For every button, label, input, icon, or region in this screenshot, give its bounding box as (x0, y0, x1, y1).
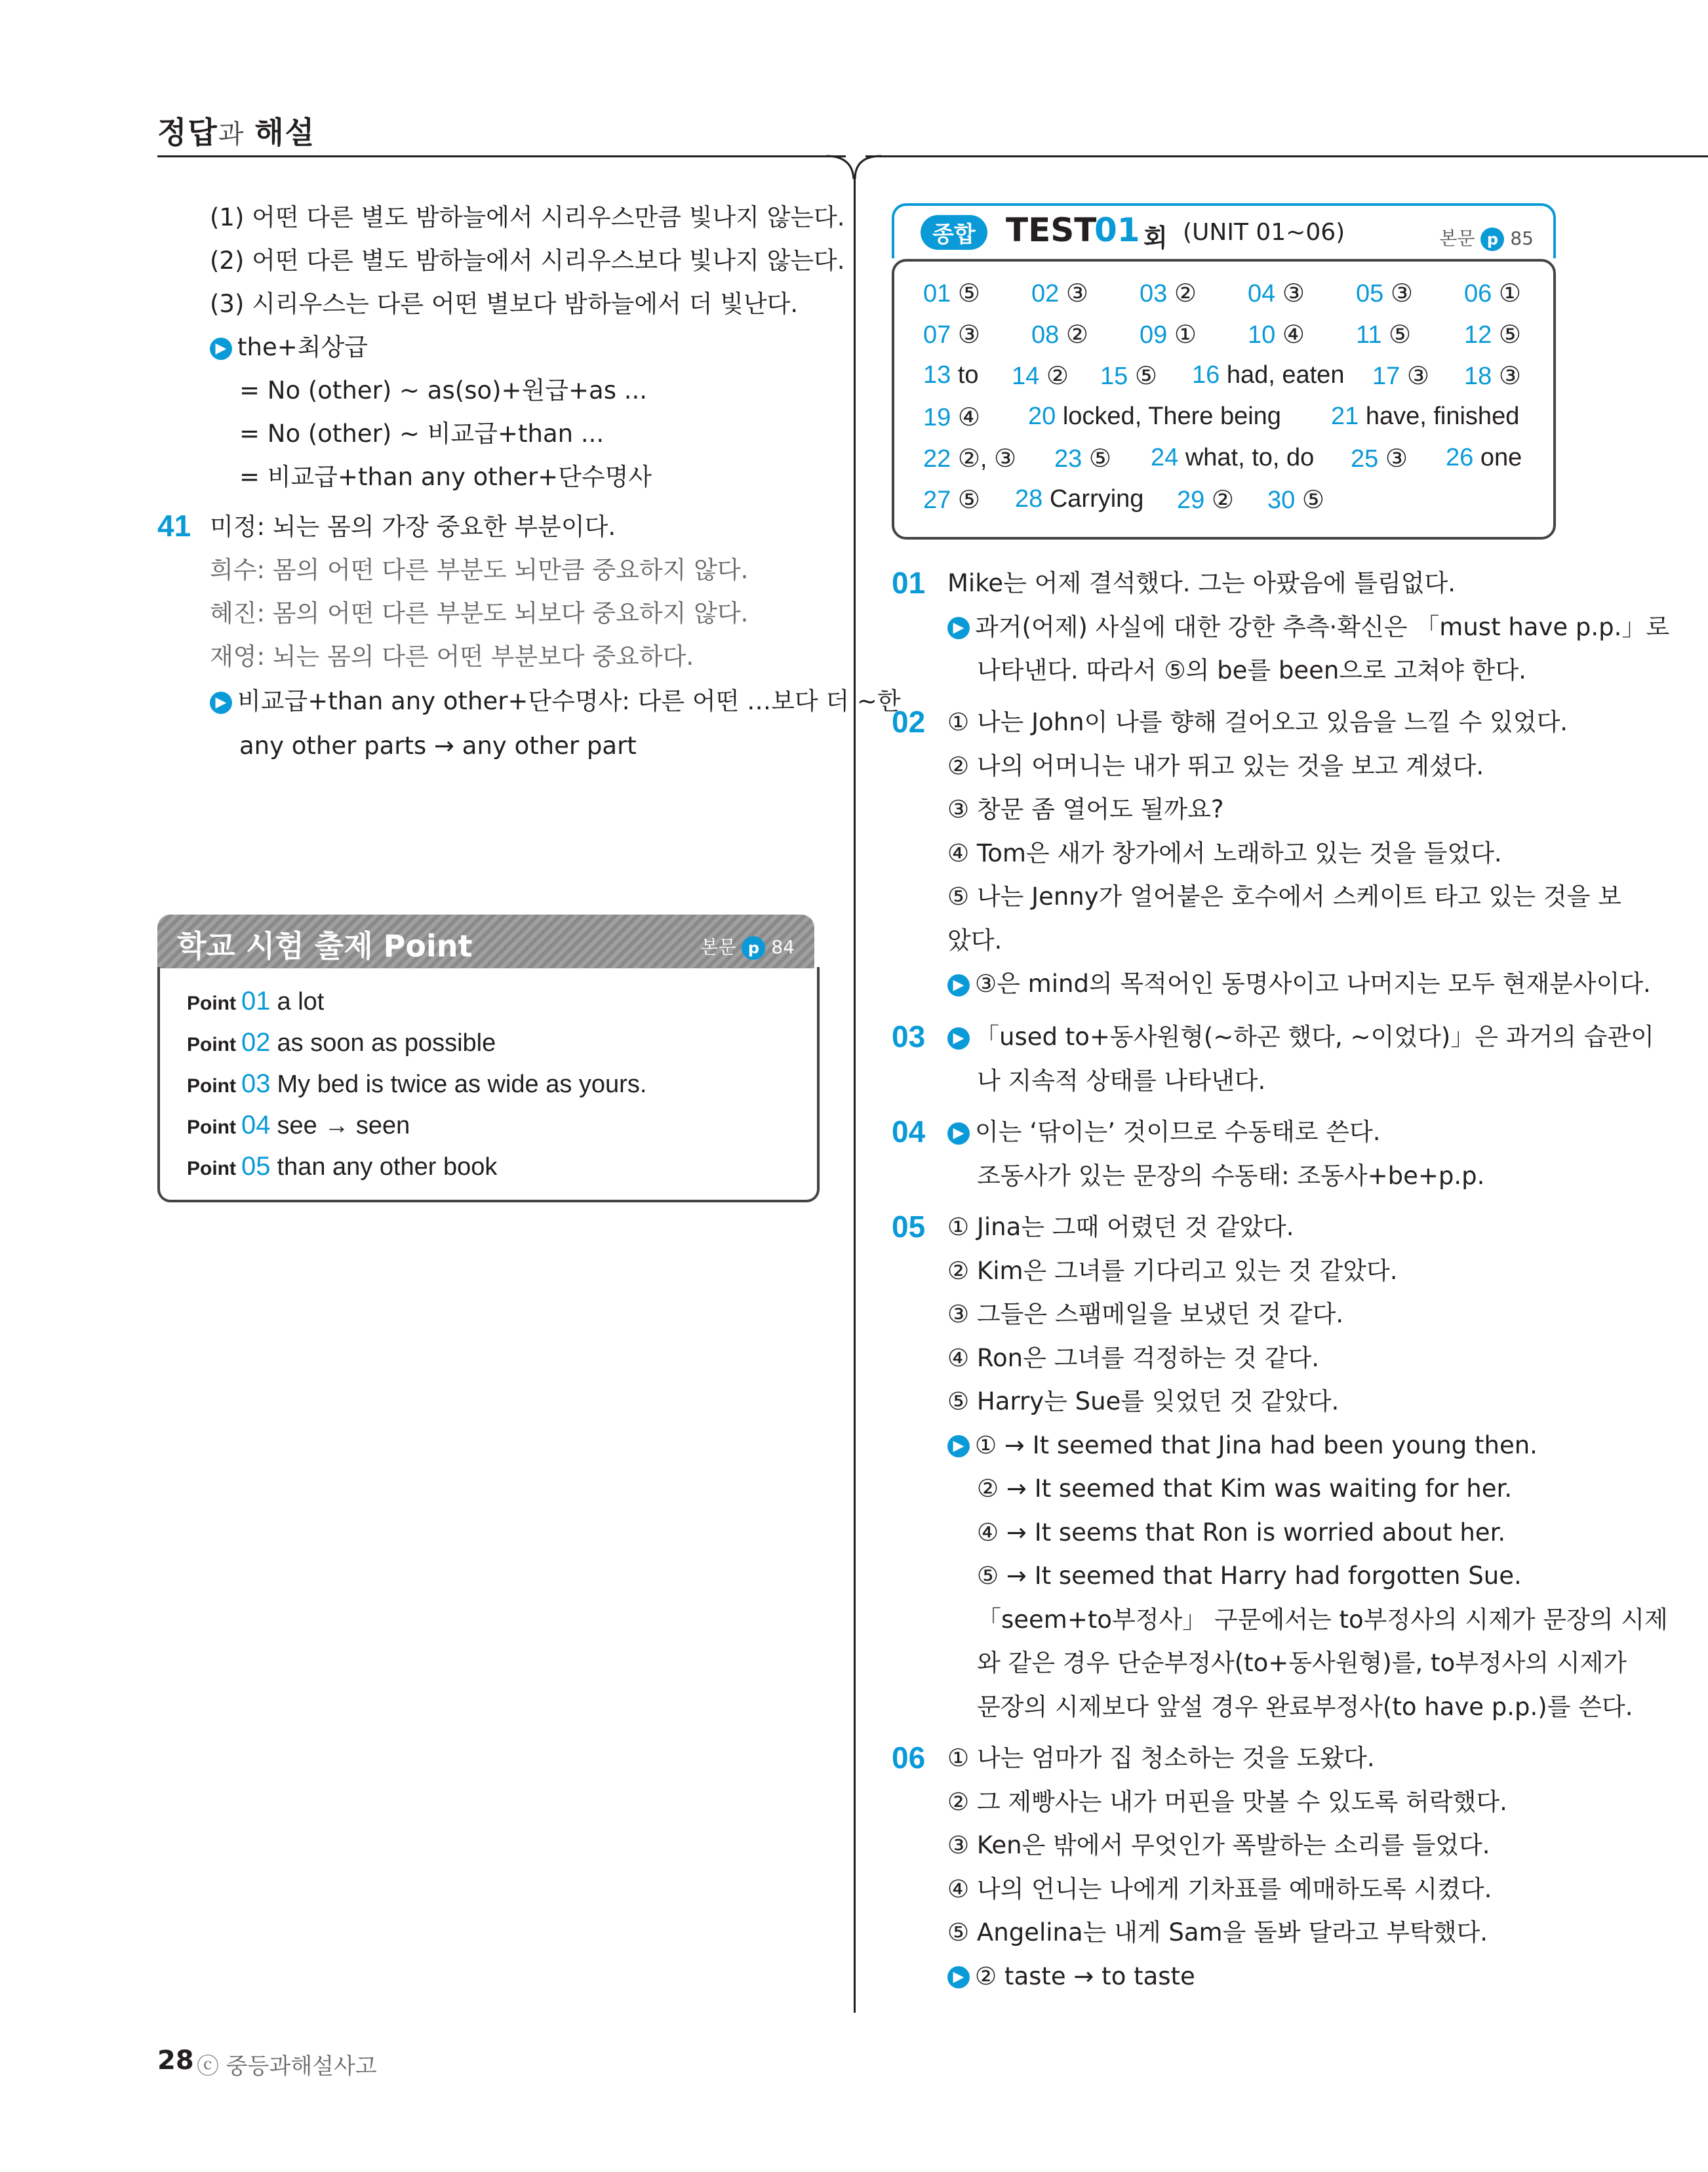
answer-item (1372, 361, 1429, 391)
answer-value: ③ (1406, 363, 1429, 390)
question-number-05: 05 (892, 1210, 926, 1244)
test-unit: (UNIT 01~06) (1183, 219, 1345, 246)
line-text: ② taste → to taste (975, 1962, 1195, 1990)
point-text: My bed is twice as wide as yours. (277, 1071, 647, 1098)
line-text: ③ Ken은 밖에서 무엇인가 폭발하는 소리를 들었다. (947, 1831, 1490, 1859)
point-text: as soon as possible (277, 1029, 496, 1057)
answer-item (923, 279, 980, 308)
answer-item (1028, 403, 1281, 431)
answer-number: 14 (1012, 363, 1040, 390)
point-box-header (157, 915, 814, 968)
question-line (947, 569, 1456, 598)
line-text: ③ 그들은 스팸메일을 보냈던 것 같다. (947, 1300, 1344, 1328)
column-divider (854, 177, 856, 2013)
question-number-04: 04 (892, 1115, 926, 1149)
point-label: Point (187, 1116, 236, 1138)
ref-page: 85 (1510, 227, 1534, 249)
line-text: ④ → It seems that Ron is worried about her. (977, 1518, 1506, 1547)
ref-label: 본문 (1439, 227, 1475, 249)
answer-item (1015, 485, 1143, 513)
question-line (947, 1962, 1195, 1991)
header-rule-left (157, 155, 846, 157)
header-rule-right (865, 155, 1708, 157)
ref-label: 본문 (700, 936, 736, 958)
answer-value: ② (1174, 280, 1197, 307)
point-num: 03 (241, 1069, 271, 1098)
answer-item (1140, 279, 1197, 308)
answer-item (923, 403, 980, 432)
line-text: ⑤ Harry는 Sue를 잊었던 것 같았다. (947, 1387, 1340, 1415)
question-line (947, 708, 1568, 737)
point-item (187, 1069, 646, 1099)
line-text: ② → It seemed that Kim was waiting for her. (977, 1474, 1513, 1503)
q41-line-6: any other parts → any other part (239, 732, 637, 760)
footer-text: ⓒ 중등과해설사고 (197, 2053, 377, 2080)
test-badge: 종합 (921, 215, 987, 250)
question-number-41: 41 (157, 509, 191, 543)
answer-value: ② (1211, 486, 1234, 514)
answer-number: 13 (923, 361, 951, 389)
answer-number: 06 (1464, 280, 1492, 307)
line-text: 문장의 시제보다 앞설 경우 완료부정사(to have p.p.)를 쓴다. (977, 1692, 1633, 1721)
answer-item (923, 485, 980, 515)
answer-number: 26 (1446, 444, 1474, 471)
tip-bullet-icon: ▶ (947, 1027, 970, 1050)
tip-bullet-icon: ▶ (210, 338, 232, 360)
line-text: 았다. (947, 926, 1003, 955)
line-text: ② 나의 어머니는 내가 뛰고 있는 것을 보고 계셨다. (947, 751, 1484, 780)
test-title: TEST (1006, 211, 1097, 249)
line-text: 「seem+to부정사」 구문에서는 to부정사의 시제가 문장의 시제 (977, 1605, 1668, 1634)
question-number-03: 03 (892, 1019, 926, 1054)
answer-value: ③ (1385, 445, 1408, 473)
line-text: Mike는 어제 결석했다. 그는 아팠음에 틀림없다. (947, 569, 1456, 597)
left-line-4 (210, 333, 368, 362)
point-text: a lot (277, 988, 325, 1016)
answer-value: have, finished (1365, 403, 1520, 430)
answer-number: 10 (1248, 321, 1276, 349)
line-text: ④ 나의 언니는 나에게 기차표를 예매하도록 시켰다. (947, 1874, 1492, 1903)
answer-item (923, 444, 1016, 473)
answer-number: 19 (923, 404, 951, 431)
answer-item (1331, 403, 1519, 431)
question-line (947, 795, 1224, 824)
line-text: ③ 창문 좀 열어도 될까요? (947, 795, 1224, 823)
answer-number: 16 (1192, 361, 1220, 389)
point-item (187, 1111, 410, 1140)
header-word-explanation: 해설 (254, 115, 316, 150)
answer-item (1192, 361, 1344, 389)
answer-value: ③ (957, 321, 980, 349)
question-line (947, 1831, 1490, 1860)
q41-line-5 (210, 687, 901, 716)
answer-number: 04 (1248, 280, 1276, 307)
answer-item (1464, 320, 1521, 349)
answer-number: 18 (1464, 363, 1492, 390)
tip-bullet-icon: ▶ (947, 974, 970, 997)
point-label: Point (187, 1034, 236, 1056)
question-line (947, 1431, 1538, 1460)
answer-value: ③ (1390, 280, 1413, 307)
point-label: Point (187, 1158, 236, 1179)
test-round-num: 01 (1094, 211, 1140, 249)
answer-item (1267, 485, 1324, 515)
answer-item (1446, 444, 1522, 472)
test-ref (1439, 224, 1534, 251)
question-line (947, 1918, 1488, 1947)
left-line-6: = No (other) ~ 비교급+than ... (239, 420, 605, 448)
question-line (977, 1162, 1484, 1191)
tip-bullet-icon: ▶ (947, 1435, 970, 1457)
left-line-1: (1) 어떤 다른 별도 밤하늘에서 시리우스만큼 빛나지 않는다. (210, 203, 845, 231)
point-box-title: 학교 시험 출제 Point (177, 928, 473, 964)
answer-number: 05 (1356, 280, 1384, 307)
answer-value: to (957, 361, 979, 389)
answer-item (1177, 485, 1234, 515)
q41-line-3: 혜진: 몸의 어떤 다른 부분도 뇌보다 중요하지 않다. (210, 599, 749, 627)
question-line (947, 1875, 1492, 1904)
test-round-word: 회 (1143, 224, 1168, 252)
answer-number: 22 (923, 445, 951, 473)
header-word-and: 과 (218, 119, 255, 149)
answer-number: 17 (1372, 363, 1400, 390)
left-line-5: = No (other) ~ as(so)+원급+as ... (239, 376, 648, 405)
answer-value: ① (1174, 321, 1197, 349)
line-text: ① Jina는 그때 어렸던 것 같았다. (947, 1213, 1294, 1241)
point-item (187, 1028, 496, 1057)
question-line (947, 752, 1484, 781)
q41-line-4: 재영: 뇌는 몸의 다른 어떤 부분보다 중요하다. (210, 642, 694, 671)
answer-value: ③ (1065, 280, 1088, 307)
answer-item (1356, 320, 1411, 349)
page-badge-icon: p (1480, 227, 1504, 251)
answer-item (1151, 444, 1314, 472)
question-line (947, 1023, 1654, 1052)
answer-value: ⑤ (1498, 321, 1521, 349)
answer-value: ④ (957, 404, 980, 431)
answer-item (1140, 320, 1197, 349)
answer-number: 09 (1140, 321, 1168, 349)
question-line (947, 1257, 1397, 1286)
test-header (892, 203, 1556, 258)
divider-curve (826, 154, 885, 180)
line-text: 나타낸다. 따라서 ⑤의 be를 been으로 고쳐야 한다. (977, 656, 1526, 684)
page-number: 28 (157, 2045, 194, 2076)
answer-value: ⑤ (957, 280, 980, 307)
answer-value: Carrying (1049, 485, 1144, 513)
point-num: 05 (241, 1152, 271, 1181)
line-text: ① 나는 John이 나를 향해 걸어오고 있음을 느낄 수 있었다. (947, 708, 1568, 736)
answer-value: ① (1498, 280, 1521, 307)
question-line (947, 839, 1502, 868)
tip-bullet-icon: ▶ (210, 692, 232, 714)
answer-value: ②, ③ (957, 445, 1017, 473)
answer-number: 28 (1015, 485, 1043, 513)
answer-value: ④ (1282, 321, 1305, 349)
line-text: ⑤ 나는 Jenny가 얼어붙은 호수에서 스케이트 타고 있는 것을 보 (947, 882, 1621, 911)
line-text: ⑤ Angelina는 내게 Sam을 돌봐 달라고 부탁했다. (947, 1918, 1488, 1946)
tip-bullet-icon: ▶ (947, 617, 970, 639)
answer-value: ② (1065, 321, 1088, 349)
question-line (947, 1387, 1339, 1416)
answer-number: 23 (1054, 445, 1082, 473)
question-line (977, 1649, 1627, 1678)
ref-page: 84 (771, 936, 795, 958)
answer-number: 01 (923, 280, 951, 307)
question-line (947, 1344, 1319, 1373)
answer-value: locked, There being (1062, 403, 1281, 430)
question-number-01: 01 (892, 566, 926, 600)
line-text: ① → It seemed that Jina had been young then. (975, 1431, 1538, 1459)
answer-value: one (1480, 444, 1522, 471)
question-line (947, 1213, 1294, 1242)
line-text: ④ Ron은 그녀를 걱정하는 것 같다. (947, 1343, 1320, 1372)
question-number-02: 02 (892, 705, 926, 739)
point-num: 02 (241, 1028, 271, 1057)
answer-value: ⑤ (1301, 486, 1324, 514)
answer-item (1100, 361, 1157, 391)
question-line (977, 1606, 1668, 1634)
point-label: Point (187, 1075, 236, 1097)
question-line (977, 656, 1526, 685)
line-text: 「used to+동사원형(~하곤 했다, ~이었다)」은 과거의 습관이 (975, 1023, 1654, 1051)
page-badge-icon: p (742, 936, 765, 960)
tip-bullet-icon: ▶ (947, 1122, 970, 1145)
question-line (947, 1788, 1507, 1817)
question-line (977, 1562, 1522, 1590)
header-word-answers: 정답 (157, 115, 218, 150)
answer-number: 12 (1464, 321, 1492, 349)
question-line (947, 613, 1669, 642)
answer-value: ⑤ (957, 486, 980, 514)
answer-number: 21 (1331, 403, 1359, 430)
answer-number: 03 (1140, 280, 1168, 307)
question-line (977, 1067, 1265, 1096)
question-line (947, 882, 1621, 911)
question-line (947, 1744, 1375, 1773)
q41-line-1: 미정: 뇌는 몸의 가장 중요한 부분이다. (210, 513, 616, 541)
q41-line-2: 희수: 몸의 어떤 다른 부분도 뇌만큼 중요하지 않다. (210, 556, 749, 584)
point-box-ref (700, 933, 795, 960)
answer-item (1012, 361, 1069, 391)
question-number-06: 06 (892, 1741, 926, 1775)
answer-value: ⑤ (1134, 363, 1157, 390)
answer-item (1464, 279, 1521, 308)
question-line (977, 1518, 1505, 1547)
point-num: 04 (241, 1111, 271, 1139)
point-num: 01 (241, 987, 271, 1016)
answer-number: 25 (1351, 445, 1379, 473)
line-text: 와 같은 경우 단순부정사(to+동사원형)를, to부정사의 시제가 (977, 1649, 1627, 1677)
answer-value: ⑤ (1389, 321, 1412, 349)
answer-number: 24 (1151, 444, 1179, 471)
answer-item (1351, 444, 1408, 473)
answer-item (1464, 361, 1521, 391)
tip-text: 비교급+than any other+단수명사: 다른 어떤 …보다 더 ~한 (237, 687, 901, 715)
line-text: ④ Tom은 새가 창가에서 노래하고 있는 것을 들었다. (947, 839, 1502, 867)
answer-value: had, eaten (1226, 361, 1345, 389)
answer-number: 11 (1356, 321, 1382, 349)
answer-item (1248, 320, 1305, 349)
answer-value: what, to, do (1185, 444, 1315, 471)
answer-number: 29 (1177, 486, 1205, 514)
answer-item (1054, 444, 1111, 473)
answer-item (1031, 279, 1088, 308)
point-text: than any other book (277, 1153, 498, 1181)
answer-number: 20 (1028, 403, 1056, 430)
answer-value: ③ (1498, 363, 1521, 390)
left-line-3: (3) 시리우스는 다른 어떤 별보다 밤하늘에서 더 빛난다. (210, 290, 799, 318)
left-line-7: = 비교급+than any other+단수명사 (239, 463, 652, 491)
answer-value: ⑤ (1088, 445, 1111, 473)
line-text: ② 그 제빵사는 내가 머핀을 맛볼 수 있도록 허락했다. (947, 1787, 1507, 1816)
line-text: ① 나는 엄마가 집 청소하는 것을 도왔다. (947, 1744, 1375, 1772)
point-item (187, 987, 324, 1016)
question-line (947, 970, 1651, 998)
answer-number: 07 (923, 321, 951, 349)
line-text: 이는 ‘닦이는’ 것이므로 수동태로 쓴다. (975, 1118, 1381, 1146)
question-line (977, 1474, 1512, 1503)
line-text: 조동사가 있는 문장의 수동태: 조동사+be+p.p. (977, 1161, 1485, 1190)
answer-number: 30 (1267, 486, 1296, 514)
answer-item (1031, 320, 1088, 349)
question-line (947, 1118, 1380, 1147)
answer-item (1248, 279, 1305, 308)
answer-number: 02 (1031, 280, 1060, 307)
tip-text: the+최상급 (237, 333, 368, 361)
line-text: ② Kim은 그녀를 기다리고 있는 것 같았다. (947, 1256, 1398, 1285)
line-text: ③은 mind의 목적어인 동명사이고 나머지는 모두 현재분사이다. (975, 970, 1651, 998)
point-text: see → seen (277, 1112, 410, 1139)
answer-number: 15 (1100, 363, 1128, 390)
point-item (187, 1152, 497, 1181)
line-text: 과거(어제) 사실에 대한 강한 추측·확신은 「must have p.p.」로 (975, 612, 1670, 641)
answer-value: ② (1046, 363, 1069, 390)
answer-number: 27 (923, 486, 951, 514)
line-text: 나 지속적 상태를 나타낸다. (977, 1066, 1266, 1095)
tip-bullet-icon: ▶ (947, 1966, 970, 1988)
point-label: Point (187, 993, 236, 1014)
line-text: ⑤ → It seemed that Harry had forgotten Sue. (977, 1562, 1522, 1590)
answer-item (1356, 279, 1413, 308)
answer-item (923, 361, 979, 389)
question-line (977, 1693, 1633, 1722)
answer-value: ③ (1282, 280, 1305, 307)
answer-item (923, 320, 980, 349)
left-line-2: (2) 어떤 다른 별도 밤하늘에서 시리우스보다 빛나지 않는다. (210, 247, 845, 275)
question-line (947, 1300, 1343, 1329)
question-line (947, 926, 1002, 955)
page-header-title (157, 109, 315, 152)
answer-number: 08 (1031, 321, 1060, 349)
